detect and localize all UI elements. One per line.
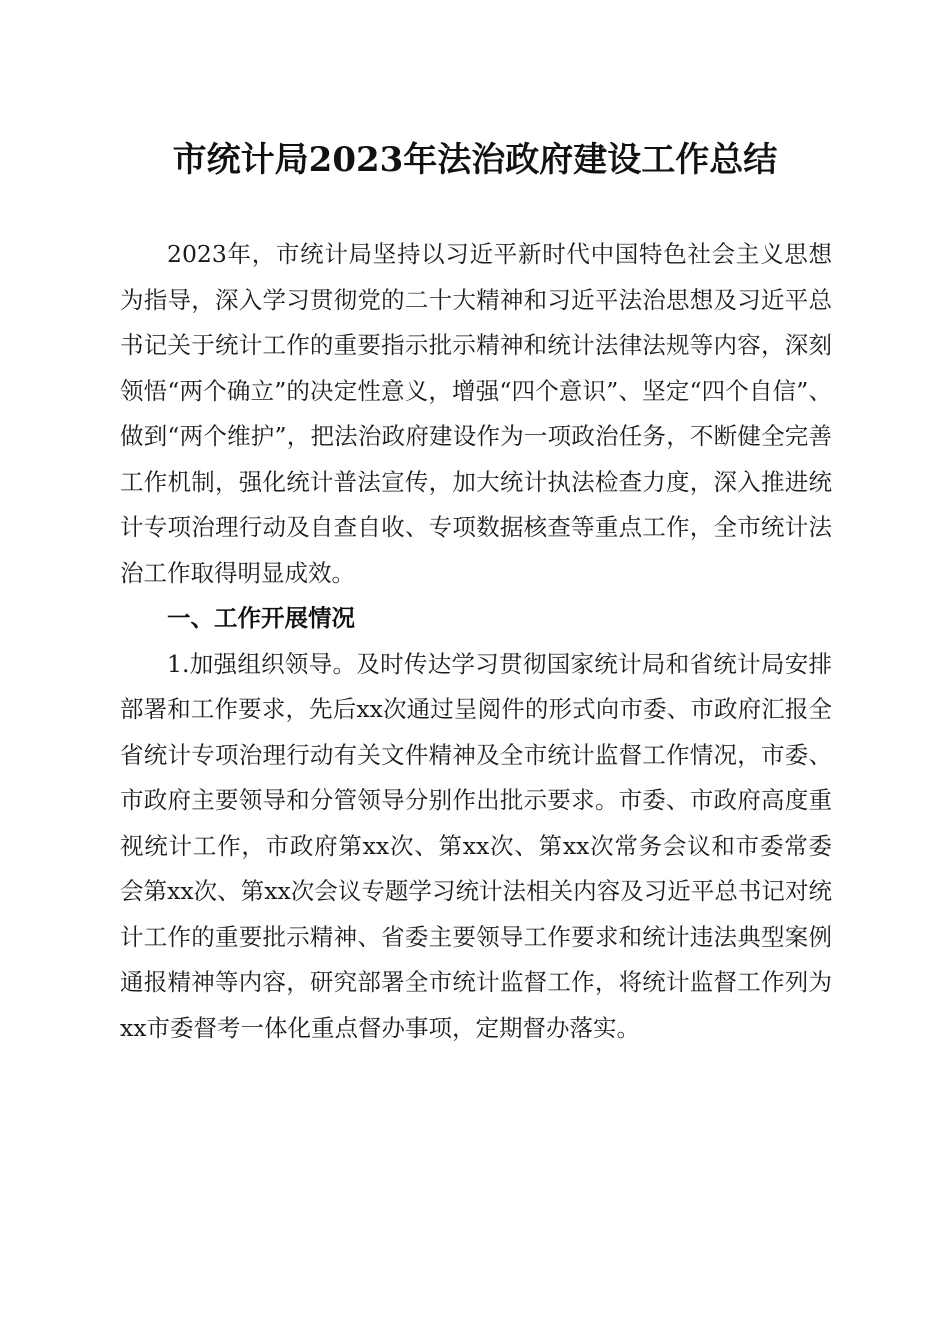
item-1-paragraph: 1.加强组织领导。及时传达学习贯彻国家统计局和省统计局安排部署和工作要求，先后xx次通过呈阅件的形式向市委、市政府汇报全省统计专项治理行动有关文件精神及全市统计监督工作情况，市委、市政府主要领导和分管领导分别作出批示要求。市委、市政府高度重视统计工作，市政府第xx次、第xx次、第xx次常务会议和市委常委会第xx次、第xx次会议专题学习统计法相关内容及习近平总书记对统计工作的重要批示精神、省委主要领导工作要求和统计违法典型案例通报精神等内容，研究部署全市统计监督工作，将统计监督工作列为xx市委督考一体化重点督办事项，定期督办落实。 xyxy=(120,649,832,1042)
intro-paragraph: 2023年，市统计局坚持以习近平新时代中国特色社会主义思想为指导，深入学习贯彻党的二十大精神和习近平法治思想及习近平总书记关于统计工作的重要指示批示精神和统计法律法规等内容，深刻领悟“两个确立”的决定性意义，增强“四个意识”、坚定“四个自信”、做到“两个维护”，把法治政府建设作为一项政治任务，不断健全完善工作机制，强化统计普法宣传，加大统计执法检查力度，深入推进统计专项治理行动及自查自收、专项数据核查等重点工作，全市统计法治工作取得明显成效。 xyxy=(120,240,832,587)
section-heading: 一、工作开展情况 xyxy=(167,604,355,632)
document-body xyxy=(120,232,832,1051)
document-title: 市统计局2023年法治政府建设工作总结 xyxy=(172,140,778,180)
